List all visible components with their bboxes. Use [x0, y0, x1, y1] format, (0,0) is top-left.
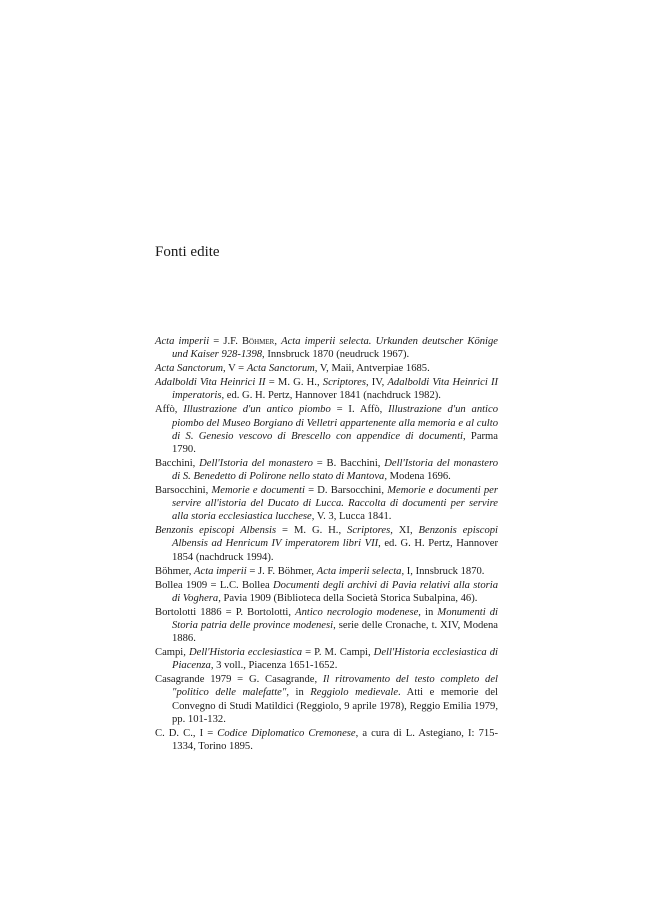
page-title: Fonti edite [155, 244, 220, 260]
bib-entry: Adalboldi Vita Heinrici II = M. G. H., Scriptores, IV, Adalboldi Vita Heinrici II imperatoris, ed. G. H. Pertz, Hannover 1841 (nachdruck 1982). [155, 377, 499, 402]
bib-entry: Acta imperii = J.F. Böhmer, Acta imperii selecta. Urkunden deutscher Könige und Kaiser 928-1398, Innsbruck 1870 (neudruck 1967). [155, 336, 498, 361]
bib-entry: Böhmer, Acta imperii = J. F. Böhmer, Acta imperii selecta, I, Innsbruck 1870. [155, 565, 485, 577]
bib-entry: Acta Sanctorum, V = Acta Sanctorum, V, Maii, Antverpiae 1685. [155, 363, 430, 375]
bib-entry: Casagrande 1979 = G. Casagrande, Il ritrovamento del testo completo del "politico delle malefatte", in Reggiolo medievale. Atti e memorie del Convegno di Studi Matildici (Reggiolo, 9 aprile 1978), Reggio Emilia 1979, pp. 101-132. [155, 674, 498, 725]
bib-entry: Campi, Dell'Historia ecclesiastica = P. M. Campi, Dell'Historia ecclesiastica di Piacenza, 3 voll., Piacenza 1651-1652. [155, 647, 499, 672]
bib-entry: Barsocchini, Memorie e documenti = D. Barsocchini, Memorie e documenti per servire all'istoria del Ducato di Lucca. Raccolta di documenti per servire alla storia ecclesiastica lucchese, V. 3, Lucca 1841. [155, 485, 498, 523]
bibliography-list [155, 335, 498, 754]
bib-entry: Bollea 1909 = L.C. Bollea Documenti degli archivi di Pavia relativi alla storia di Voghera, Pavia 1909 (Biblioteca della Società Storica Subalpina, 46). [155, 579, 498, 604]
bib-entry: Benzonis episcopi Albensis = M. G. H., Scriptores, XI, Benzonis episcopi Albensis ad Henricum IV imperatorem libri VII, ed. G. H. Pertz, Hannover 1854 (nachdruck 1994). [155, 525, 498, 563]
bib-entry: Affò, Illustrazione d'un antico piombo = I. Affò, Illustrazione d'un antico piombo del Museo Borgiano di Velletri appartenente alla memoria e al culto di S. Genesio vescovo di Brescello con appendice di documenti, Parma 1790. [155, 404, 499, 455]
bib-entry: Bortolotti 1886 = P. Bortolotti, Antico necrologio modenese, in Monumenti di Storia patria delle province modenesi, serie delle Cronache, t. XIV, Modena 1886. [155, 606, 499, 645]
bib-entry: Bacchini, Dell'Istoria del monastero = B. Bacchini, Dell'Istoria del monastero di S. Benedetto di Polirone nello stato di Mantova, Modena 1696. [155, 457, 498, 482]
bib-entry: C. D. C., I = Codice Diplomatico Cremonese, a cura di L. Astegiano, I: 715-1334, Torino 1895. [155, 727, 498, 752]
